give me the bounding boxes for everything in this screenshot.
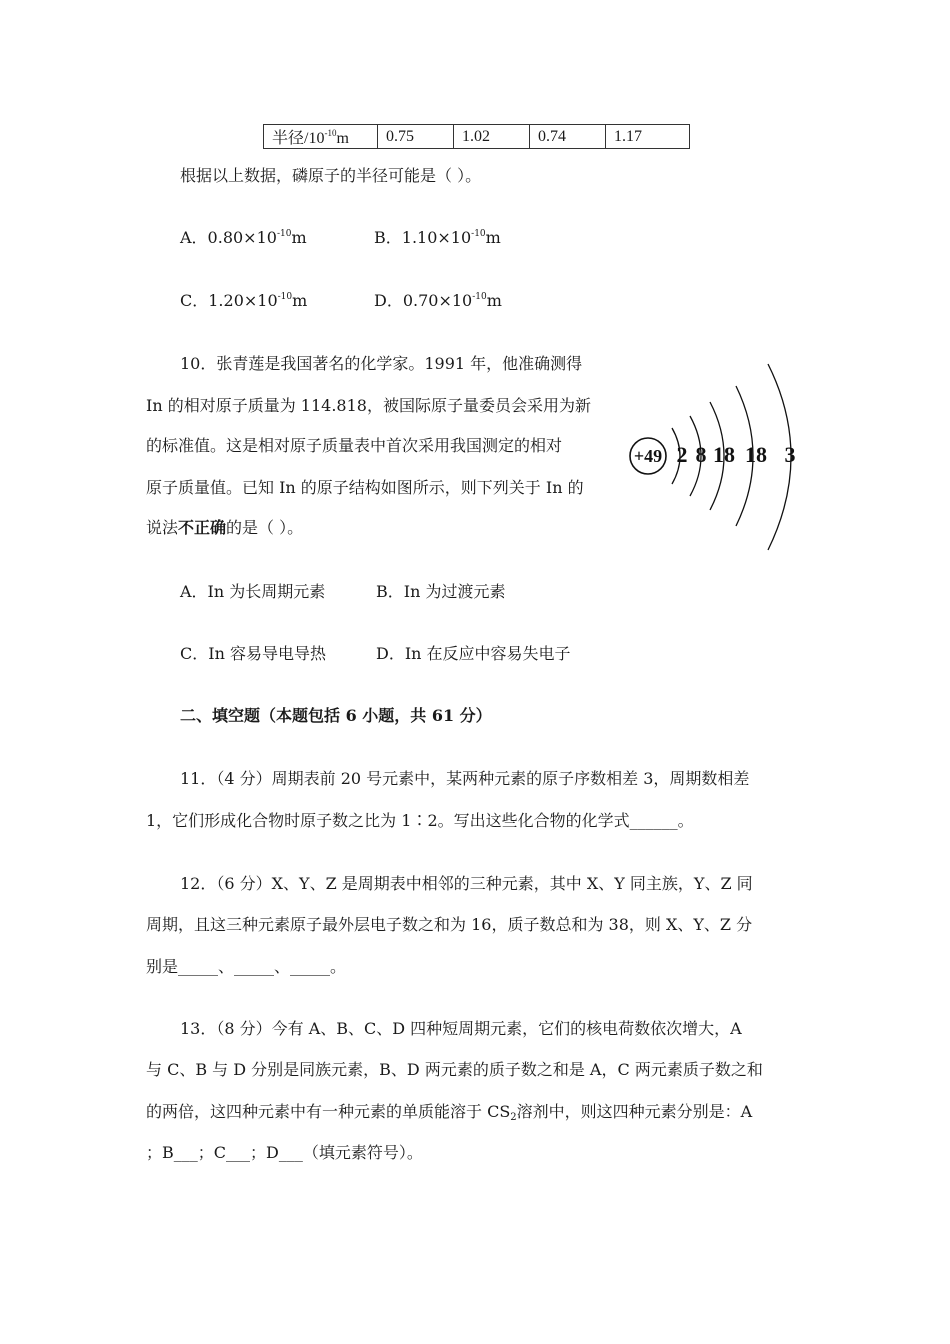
q11-line2: 1，它们形成化合物时原子数之比为 1∶2。写出这些化合物的化学式______。 [146, 811, 694, 830]
q13-line3: 的两倍，这四种元素中有一种元素的单质能溶于 $CS_2$溶剂中，则这四种元素分别是：A [146, 1102, 753, 1123]
q9-option-d: D．$0.70\times 10^{-10}m$ [374, 291, 502, 310]
q12-line1: 12．（6 分）X、Y、Z 是周期表中相邻的三种元素，其中 X、Y 同主族，Y、Z 同 [180, 874, 753, 893]
shell-electron-count: 8 [695, 442, 707, 467]
q10-line4: 原子质量值。已知 In 的原子结构如图所示，则下列关于 In 的 [146, 478, 584, 497]
nucleus-charge: +49 [633, 446, 663, 466]
table-row [264, 125, 690, 149]
q9-option-c: C．$1.20\times 10^{-10}m$ [180, 291, 308, 310]
table-header-cell: 半径$/10^{-10}m$ [264, 125, 378, 149]
shell-electron-count: 2 [676, 442, 688, 467]
table-cell: 1.02 [454, 125, 530, 149]
shell-electron-count: 18 [745, 442, 767, 467]
q10-line5: 说法不正确的是（ ）。 [146, 518, 304, 537]
q10-line1: 10．张青莲是我国著名的化学家。1991 年，他准确测得 [180, 354, 583, 373]
table-cell: 0.75 [378, 125, 454, 149]
q10-option-b: B．In 为过渡元素 [376, 582, 506, 601]
q10-option-d: D．In 在反应中容易失电子 [376, 644, 571, 663]
q10-line2: In 的相对原子质量为 114.818，被国际原子量委员会采用为新 [146, 396, 591, 415]
q10-option-c: C．In 容易导电导热 [180, 644, 326, 663]
q9-option-a: A．$0.80\times 10^{-10}m$ [180, 228, 307, 247]
q13-line2: 与 C、B 与 D 分别是同族元素，B、D 两元素的质子数之和是 A，C 两元素质子数之和 [146, 1060, 763, 1079]
q13-line1: 13．（8 分）今有 A、B、C、D 四种短周期元素，它们的核电荷数依次增大，A [180, 1019, 742, 1038]
q10-option-a: A．In 为长周期元素 [180, 582, 326, 601]
indium-atom-structure-diagram [626, 356, 806, 556]
q9-option-b: B．$1.10\times 10^{-10}m$ [374, 228, 501, 247]
shell-electron-count: 3 [784, 442, 796, 467]
atom-diagram-svg [626, 356, 806, 556]
shell-electron-count: 18 [713, 442, 735, 467]
table-cell: 0.74 [530, 125, 606, 149]
table-cell: 1.17 [606, 125, 690, 149]
q9-stem: 根据以上数据，磷原子的半径可能是（ ）。 [180, 166, 482, 185]
q13-line4: ；B___；C___；D___（填元素符号）。 [146, 1143, 423, 1162]
radius-table [263, 124, 690, 149]
q12-line2: 周期，且这三种元素原子最外层电子数之和为 16，质子数总和为 38，则 X、Y、Z 分 [146, 915, 753, 934]
q12-line3: 别是_____、_____、_____。 [146, 957, 347, 976]
q10-line3: 的标准值。这是相对原子质量表中首次采用我国测定的相对 [146, 436, 563, 455]
q11-line1: 11．（4 分）周期表前 20 号元素中，某两种元素的原子序数相差 3，周期数相差 [180, 769, 750, 788]
section-title: 二、填空题（本题包括 6 小题，共 61 分） [180, 706, 492, 725]
